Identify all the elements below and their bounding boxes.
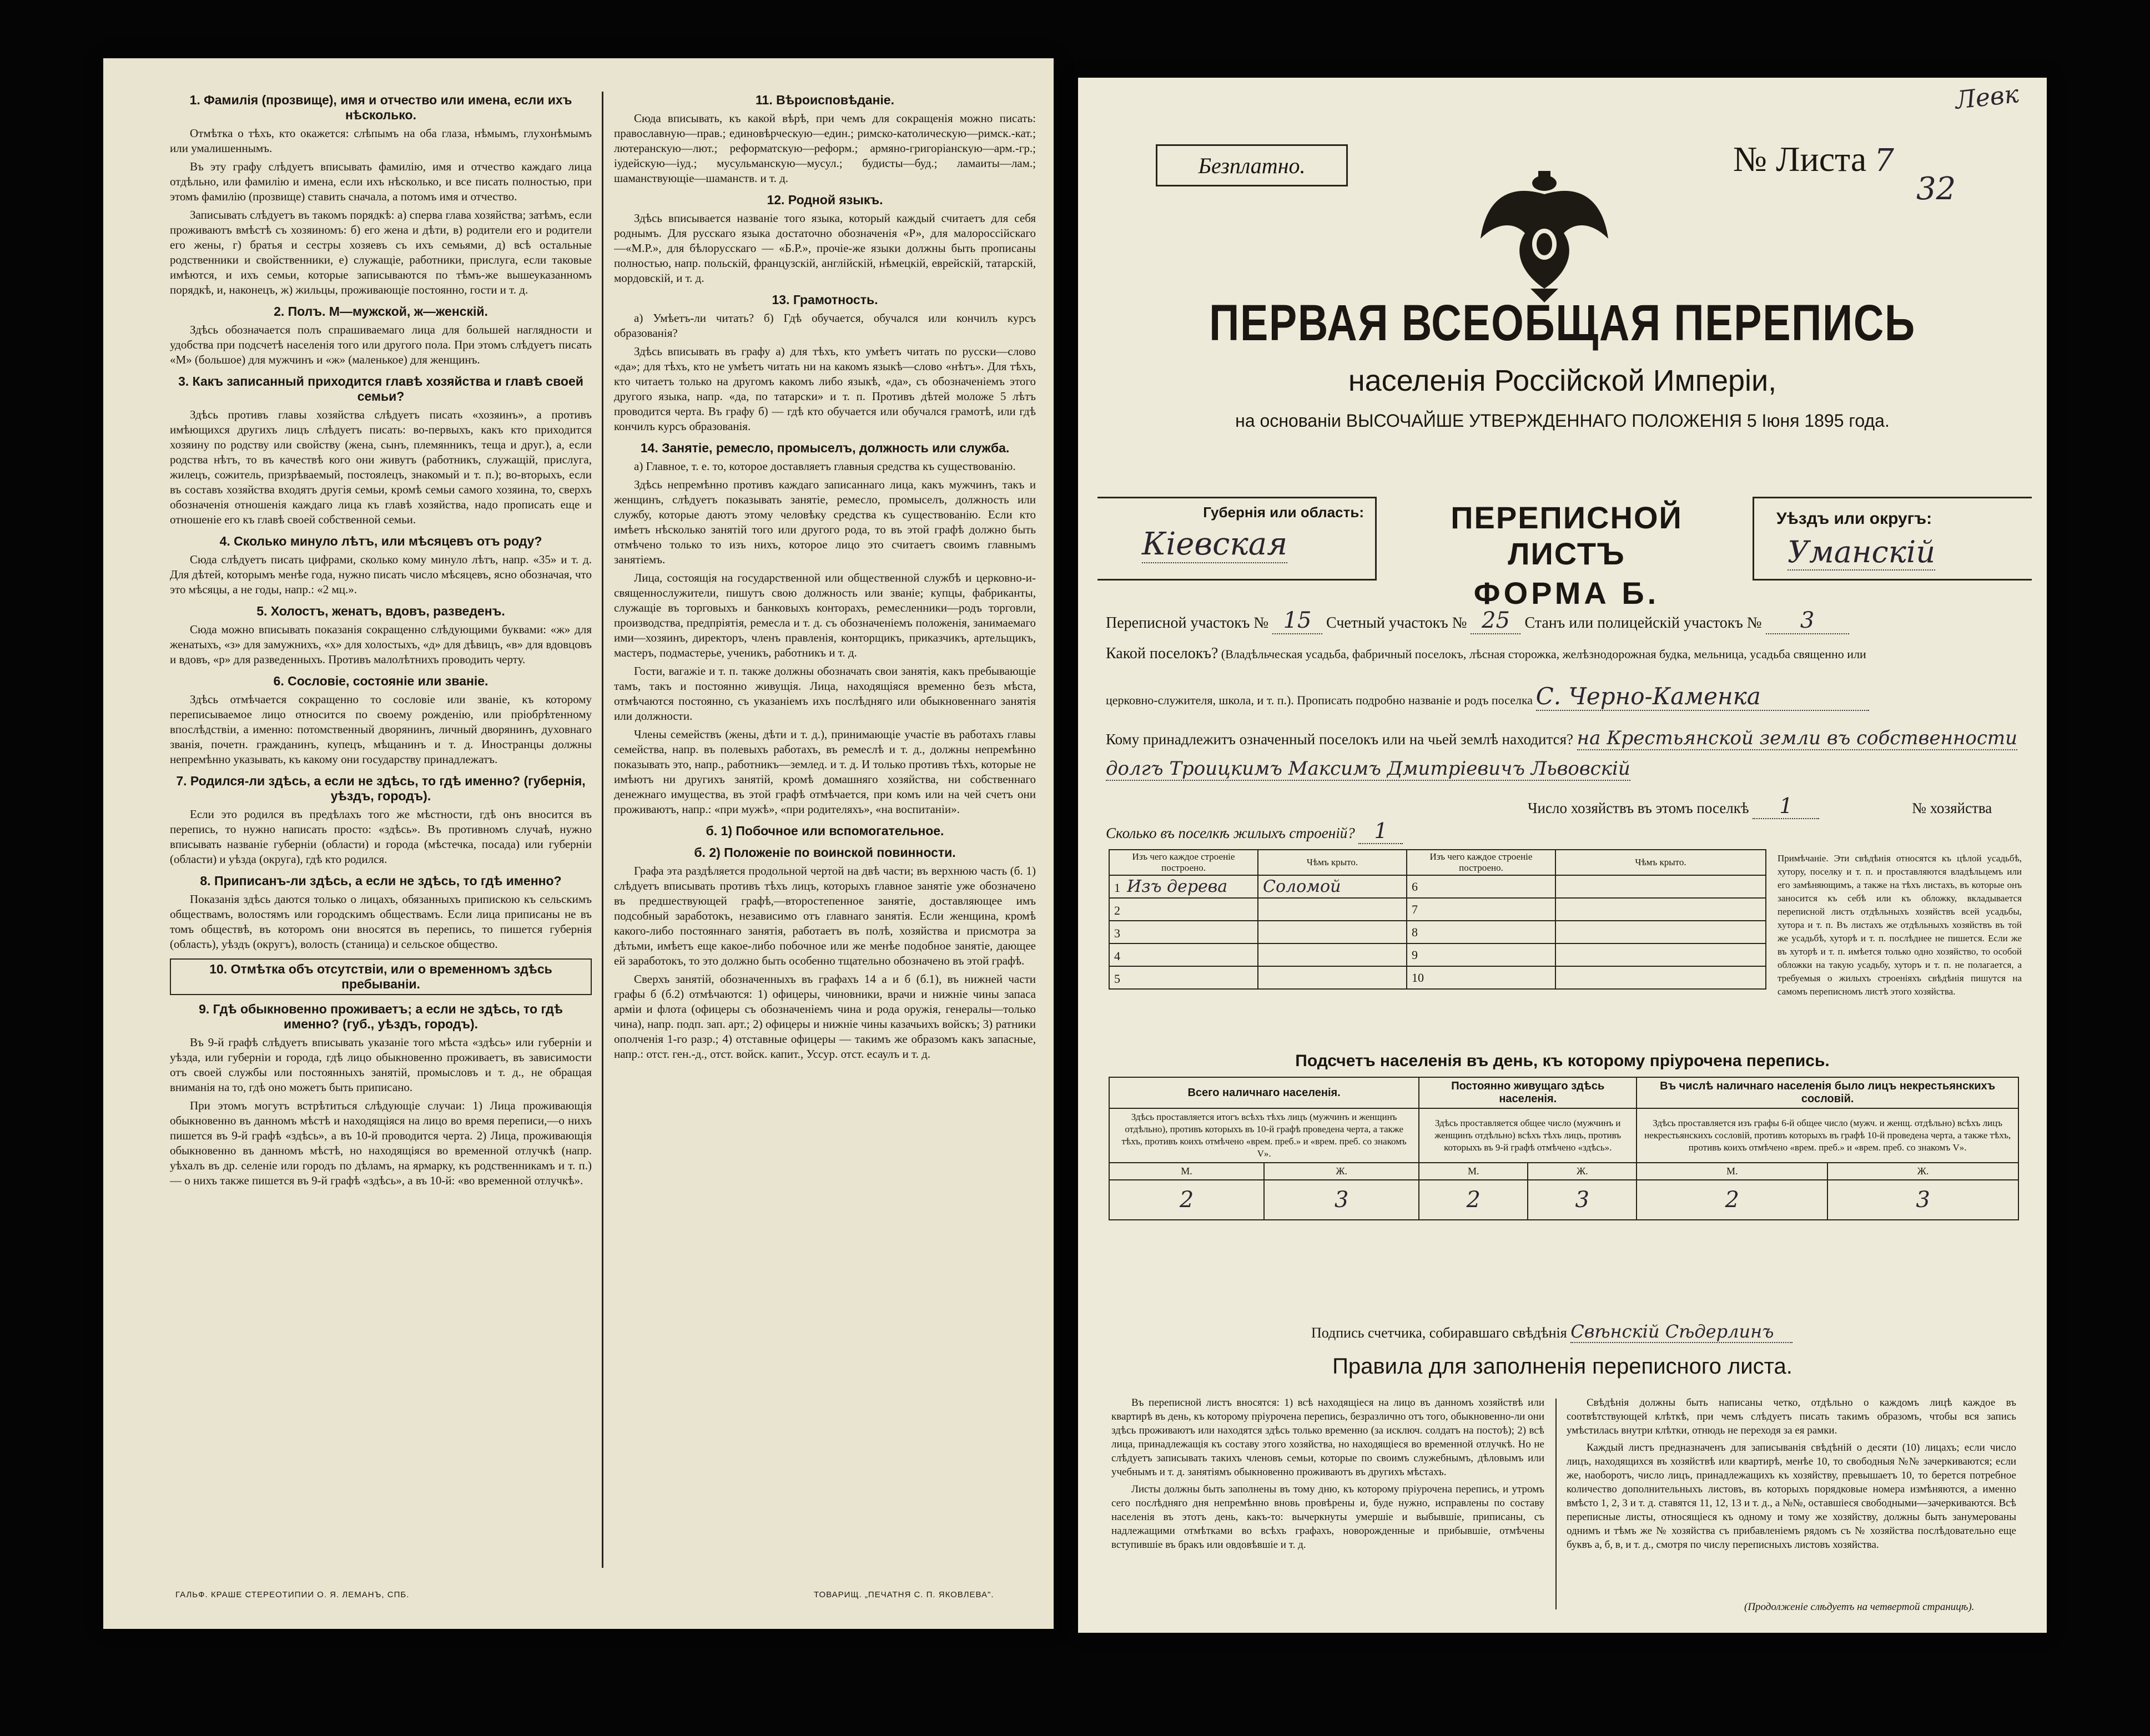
permanent-population-head: Постоянно живущаго здѣсь населенія. — [1419, 1077, 1637, 1108]
rule-paragraph: Свѣдѣнія должны быть написаны четко, отдѣльно о каждомъ лицѣ каждое въ соотвѣтствующей клѣткѣ, при чемъ слѣдуетъ писать такимъ образомъ, чтобы вся запись умѣстилась внутри клѣтки, отнюдь не переходя за ея рамки. — [1567, 1397, 2016, 1436]
printer-imprint-left: ГАЛЬФ. КРАШЕ СТЕРЕОТИПИИ О. Я. ЛЕМАНЪ, СПБ. — [175, 1590, 410, 1599]
paragraph: Въ 9-й графѣ слѣдуетъ вписывать указаніе того мѣста «здѣсь» или губерніи и уѣзда, или губерніи и города, гдѣ лицо обыкновенно проживаетъ, въ зависимости отъ своей службы или постоянныхъ занятій, промысловъ и т. д., не обращая вниманія на то, гдѣ оно можетъ быть приписано. — [170, 1036, 592, 1094]
section-heading: 7. Родился-ли здѣсь, а если не здѣсь, то гдѣ именно? (губернія, уѣздъ, городъ). — [176, 774, 586, 803]
building-roof-value — [1258, 898, 1407, 921]
uezd-box — [1753, 497, 2032, 581]
section-heading: 9. Гдѣ обыкновенно проживаетъ; а если не здѣсь, то гдѣ именно? (губ., уѣздъ, городъ). — [199, 1002, 563, 1031]
building-roof-empty — [1555, 943, 1766, 966]
paragraph: Здѣсь непремѣнно противъ каждаго записаннаго лица, какъ мужчинъ, такъ и женщинъ, слѣдуетъ показывать занятіе, ремесло, промыселъ, должность или службу, которые даютъ этому человѣку средства къ существованію. Если кто имѣетъ нѣсколько занятій того или другого рода, то въ этой графѣ должно быть отмѣчено только то изъ нихъ, которое лицо это считаетъ своимъ главнымъ занятіемъ. — [614, 478, 1036, 566]
building-number: 7 — [1407, 898, 1555, 921]
building-roof-value — [1258, 921, 1407, 943]
non-peasant-male-value: 2 — [1637, 1180, 1827, 1220]
owner-line-2 — [1106, 758, 2022, 780]
main-title: ПЕРВАЯ ВСЕОБЩАЯ ПЕРЕПИСЬ — [1209, 295, 1916, 351]
section-heading: б. 1) Побочное или вспомогательное. — [706, 824, 944, 838]
stan-value: 3 — [1766, 608, 1849, 634]
buildings-value: 1 — [1358, 819, 1403, 844]
building-roof-value: Соломой — [1258, 875, 1407, 898]
sheet-number-value-1: 7 — [1874, 143, 1894, 179]
building-material-value: Изъ дерева — [1127, 877, 1228, 896]
paragraph: Показанія здѣсь даются только о лицахъ, обязанныхъ припискою къ сельскимъ обществамъ, волостямъ или городскимъ обществамъ. Если лица приписаны не въ томъ обществѣ, въ которомъ они вносятся въ перепись, то пишется губернія (область), уѣздъ (округъ), волость (станица) и сельское общество. — [170, 892, 592, 951]
building-number: 3 — [1114, 926, 1120, 940]
form-subtitle: ФОРМА Б. — [1473, 576, 1660, 610]
permanent-male-value: 2 — [1419, 1180, 1528, 1220]
total-female-value: 3 — [1264, 1180, 1419, 1220]
gubernia-value: Кіевская — [1142, 526, 1288, 562]
paragraph: Гости, вагажіе и т. п. также должны обозначать свои занятія, какъ пребывающіе тамъ, такъ и постоянно живущія. Лица, находящіяся временно безъ мѣста, отмѣчаются постоянно, съ указаніемъ ихъ послѣдняго или обыкновеннаго занятія или должности. — [614, 664, 1036, 723]
section-heading: 11. Вѣроисповѣданіе. — [756, 93, 894, 107]
building-roof-empty — [1555, 875, 1766, 898]
paragraph: Сверхъ занятій, обозначенныхъ въ графахъ 14 а и б (б.1), въ нижней части графы б (б.2) отмѣчаются: 1) офицеры, чиновники, врачи и нижніе чины запаса армiи и флота (офицеры съ обозначеніемъ чина и рода оружія, генералы—только чина), напр. подп. зап. арт.; 2) офицеры и нижніе чины казачьихъ войскъ; 3) ратники ополченія 1-го разр.; 4) отставные офицеры — такимъ же образомъ какъ запасные, напр.: отст. ген.-д., отст. войск. капит., Уссур. отст. есаулъ и т. д. — [614, 972, 1036, 1061]
households-value: 1 — [1753, 794, 1819, 819]
households-label: Число хозяйствъ въ этомъ поселкѣ — [1528, 800, 1749, 816]
owner-line — [1106, 727, 2022, 749]
rule-paragraph: Листы должны быть заполнены въ тому дню, къ которому пріурочена перепись, и утромъ сего послѣдняго дня непремѣнно вновь провѣрены и, буде нужно, исправлены по составу населенія въ этотъ день, какъ-то: вычеркнуты умершіе и выбывшіе, приписаны, съ надлежащими отмѣтками во всѣхъ графахъ, новорожденные и прибывшіе, отмѣчены вступившіе въ бракъ или овдовѣвшіе и т. д. — [1111, 1483, 1544, 1551]
buildings-table-body — [1109, 875, 1766, 989]
building-material-cell — [1109, 921, 1258, 943]
legal-basis: на основаніи ВЫСОЧАЙШЕ УТВЕРЖДЕННАГО ПОЛОЖЕНІЯ 5 Іюня 1895 года. — [1235, 411, 1890, 431]
paragraph: а) Умѣетъ-ли читать? б) Гдѣ обучается, обучался или кончилъ курсъ образованія? — [614, 311, 1036, 340]
paragraph: Здѣсь обозначается полъ спрашиваемаго лица для большей наглядности и удобства при подсчетѣ населенія того или другого пола. При этомъ слѣдуетъ писать «М» (большое) для мужчинъ и «ж» (маленькое) для женщинъ. — [170, 323, 592, 366]
bld-head-roof-1: Чѣмъ крыто. — [1258, 850, 1407, 875]
section-heading-absence: 10. Отмѣтка объ отсутствіи, или о временномъ здѣсь пребываніи. — [170, 958, 592, 995]
paragraph: Здѣсь вписывать въ графу а) для тѣхъ, кто умѣетъ читать по русски—слово «да»; для тѣхъ, кто не умѣетъ читать ни на какомъ языкѣ—слово «нѣтъ». Для тѣхъ, кто читаетъ только на другомъ какомъ либо языкѣ, «да», съ обозначеніемъ этого другого языка, напр. «да, по татарски» и т. п. Противъ дѣтей моложе 5 лѣтъ проводится черта. Въ графу б) — гдѣ кто обучается или обучался грамотѣ, или гдѣ кончилъ курсъ образованія. — [614, 345, 1036, 433]
stan-label: Станъ или полицейскій участокъ № — [1524, 614, 1762, 632]
building-number: 6 — [1407, 875, 1555, 898]
building-roof-value — [1258, 943, 1407, 966]
signature-label: Подпись счетчика, собиравшаго свѣдѣнія — [1311, 1325, 1567, 1341]
sex-male-2: М. — [1419, 1163, 1528, 1180]
rules-column-2 — [1567, 1396, 2016, 1555]
buildings-note: Примѣчаніе. Эти свѣдѣнія относятся къ цѣлой усадьбѣ, хутору, поселку и т. п. и проставляются владѣльцемъ или его замѣняющимъ, а также на тѣхъ листахъ, въ которые онъ заносится къ себѣ или къ обложку, вкладывается переписной листъ отдѣльныхъ хозяйствъ всей усадьбы, хутора и т. п. Въ листахъ же отдѣльныхъ хозяйствъ въ той же усадьбѣ, хуторѣ и т. п. послѣднее не пишется. Если же въ хуторѣ и т. п. имѣется только одно хозяйство, то особой обложки на такую усадьбу, хуторъ и т. п. не полагается, а требуемыя о жилыхъ строеніяхъ свѣдѣнія пишутся на самомъ переписномъ листѣ этого хозяйства. — [1778, 853, 2022, 997]
total-population-desc: Здѣсь проставляется итогъ всѣхъ тѣхъ лицъ (мужчинъ и женщинъ отдѣльно), противъ которыхъ въ 10-й графѣ проведена черта, а также тѣхъ, противъ коихъ отмѣчено «врем. преб.» и «врем. преб. со знакомъ V». — [1109, 1108, 1419, 1163]
building-number: 8 — [1407, 921, 1555, 943]
sex-male-3: М. — [1637, 1163, 1827, 1180]
rule-paragraph: Въ переписной листъ вносятся: 1) всѣ находящіеся на лицо въ данномъ хозяйствѣ или квартирѣ въ день, къ которому пріурочена перепись, безразлично отъ того, обыкновенно-ли они здѣсь проживаютъ или находятся здѣсь только временно (за исключ. солдатъ на постоѣ); 2) всѣ лица, принадлежащія къ составу этого хозяйства, но находящіеся во временной отлучкѣ. Но не слѣдуетъ записывать такихъ членовъ семьи, которые по своимъ служебнымъ, дѣловымъ или учебнымъ и т. д. занятіямъ обыкновенно проживаютъ въ другихъ мѣстахъ. — [1111, 1397, 1544, 1478]
uezd-label: Уѣздъ или округъ: — [1776, 509, 1932, 528]
district-line — [1106, 608, 2022, 634]
uezd-value: Уманскій — [1788, 534, 1936, 569]
owner-value-1: на Крестьянской земли въ собственности — [1577, 727, 2018, 749]
paragraph: Здѣсь вписывается названіе того языка, который каждый считаетъ для себя роднымъ. Для русскаго языка достаточно обозначенія «Р», для малороссійскаго—«М.Р.», для бѣлорусскаго — «Б.Р.», прочіе-же языки должны быть прописаны полностью, напр. польскій, французскій, англійскій, нѣмецкій, еврейскій, татарскій, мордовскій, и т. д. — [614, 211, 1036, 285]
signature-line — [1311, 1321, 1792, 1343]
sex-female-2: Ж. — [1528, 1163, 1637, 1180]
section-heading: 8. Приписанъ-ли здѣсь, а если не здѣсь, то гдѣ именно? — [200, 874, 562, 888]
signature-value: Свѣнскій Сѣдерлинъ — [1570, 1321, 1792, 1343]
section-heading: 4. Сколько минуло лѣтъ, или мѣсяцевъ отъ роду? — [219, 534, 542, 548]
non-peasant-head: Въ числѣ наличнаго населенія было лицъ некрестьянскихъ сословій. — [1637, 1077, 2018, 1108]
non-peasant-female-value: 3 — [1827, 1180, 2018, 1220]
permanent-female-value: 3 — [1528, 1180, 1637, 1220]
settlement-value: С. Черно-Каменка — [1536, 683, 1869, 711]
households-line — [1528, 794, 2027, 819]
section-heading: б. 2) Положеніе по воинской повинности. — [694, 845, 956, 860]
settlement-type-line — [1106, 644, 2022, 664]
sex-male-1: М. — [1109, 1163, 1264, 1180]
settlement-hint-1: (Владѣльческая усадьба, фабричный поселокъ, лѣсная сторожка, желѣзнодорожная будка, мельница, усадьба священно или — [1221, 647, 1866, 661]
form-title: ПЕРЕПИСНОЙ ЛИСТЪ — [1451, 500, 1683, 571]
paragraph: Записывать слѣдуетъ въ такомъ порядкѣ: а) сперва глава хозяйства; затѣмъ, если проживаютъ вмѣстѣ съ хозяиномъ: б) его жена и дѣти, в) родители его и родители его жены, г) братья и сестры хозяевъ съ ихъ семьями, д) всѣ остальные родственники и свойственники, е) служащіе, работники, прислуга, если таковые имѣются, и ихъ семьи, которые записываются по тѣмъ-же вышеуказанномъ порядкѣ, и, наконецъ, ж) жильцы, проживающіе постоянно, гости и т. д. — [170, 208, 592, 296]
building-row — [1109, 966, 1766, 989]
building-roof-empty — [1555, 921, 1766, 943]
rules-continuation: (Продолженіе слѣдуетъ на четвертой страницѣ). — [1744, 1601, 1975, 1613]
section-heading: 14. Занятіе, ремесло, промыселъ, должность или служба. — [640, 441, 1010, 455]
building-number: 9 — [1407, 943, 1555, 966]
rules-title: Правила для заполненія переписного листа. — [1332, 1354, 1792, 1379]
paragraph: а) Главное, т. е. то, которое доставляетъ главныя средства къ существованію. — [634, 460, 1016, 473]
section-heading: 6. Сословіе, состояніе или званіе. — [273, 674, 489, 688]
paragraph: Отмѣтка о тѣхъ, кто окажется: слѣпымъ на оба глаза, нѣмымъ, глухонѣмымъ или умалишеннымъ. — [170, 127, 592, 155]
paragraph: Сюда можно вписывать показанія сокращенно слѣдующими буквами: «ж» для женатыхъ, «з» для замужнихъ, «х» для холостыхъ, «д» для дѣвицъ, «в» для вдовцовъ и вдовъ, «р» для разведенныхъ. Противъ малолѣтнихъ проводить черту. — [170, 623, 592, 666]
paragraph: Въ эту графу слѣдуетъ вписывать фамилію, имя и отчество каждаго лица отдѣльно, или фамилію и имена, если ихъ нѣсколько, и все писать полностью, при этомъ фамилію (прозвище) ставить сначала, а потомъ имя и отчество. — [170, 160, 592, 203]
building-roof-empty — [1555, 898, 1766, 921]
building-number: 1 — [1114, 881, 1120, 895]
section-heading: 5. Холостъ, женатъ, вдовъ, разведенъ. — [256, 604, 505, 618]
sex-female-1: Ж. — [1264, 1163, 1419, 1180]
building-material-cell — [1109, 966, 1258, 989]
sheet-number-value-2: 32 — [1916, 171, 1956, 207]
corner-handwritten-note: Левк — [1954, 80, 2021, 115]
gubernia-label: Губернія или область: — [1203, 504, 1364, 521]
building-roof-value — [1258, 966, 1407, 989]
paragraph: Графа эта раздѣляется продольной чертой на двѣ части; въ верхнюю часть (б. 1) слѣдуетъ вписывать противъ тѣхъ лицъ, которыхъ главное занятіе уже обозначено въ предшествующей графѣ,—второстепенное занятіе, доставляющее имъ подсобный заработокъ, независимо отъ главнаго занятія. Если женщина, кромѣ какого-либо постояннаго занятія, работаетъ въ полѣ, хозяйства и присмотра за дѣтьми, имѣетъ еще какое-либо побочное или же менѣе подобное занятіе, дающее ей заработокъ, то это должно быть особенно тщательно обозначено въ этой графѣ. — [614, 864, 1036, 967]
non-peasant-desc: Здѣсь проставляется изъ графы 6-й общее число (мужч. и женщ. отдѣльно) всѣхъ лицъ некрестьянскихъ сословій, противъ которыхъ въ графѣ 10-й проведена черта, а также тѣхъ, противъ коихъ отмѣчено «врем. преб.» и «врем. преб. со знакомъ V». — [1637, 1108, 2018, 1163]
building-material-cell — [1109, 943, 1258, 966]
building-number: 2 — [1114, 904, 1120, 917]
census-district-value: 15 — [1272, 608, 1322, 634]
permanent-population-desc: Здѣсь проставляется общее число (мужчинъ и женщинъ отдѣльно) всѣхъ тѣхъ лицъ, противъ которыхъ въ 9-й графѣ отмѣчено «здѣсь». — [1419, 1108, 1637, 1163]
paragraph: Здѣсь отмѣчается сокращенно то сословіе или званіе, къ которому переписываемое лицо относится по своему рожденію, или пріобрѣтенному впослѣдствіи, а именно: потомственный дворянинъ, личный дворянинъ, духовнаго званія, почетн. гражданинъ, купецъ, мѣщанинъ и т. д. Иностранцы должны непремѣнно указывать, къ какому они государству принадлежатъ. — [170, 693, 592, 766]
total-male-value: 2 — [1109, 1180, 1264, 1220]
free-label-box — [1156, 144, 1348, 186]
rules-divider — [1555, 1399, 1557, 1609]
subtitle: населенія Россійской Имперіи, — [1348, 364, 1777, 397]
gubernia-box — [1097, 497, 1377, 581]
paragraph: Члены семействъ (жены, дѣти и т. д.), принимающіе участіе въ работахъ главы семейства, напр. въ полевыхъ работахъ, въ ремеслѣ и т. д., должны непремѣнно показывать это, напр., работникъ—землед. и т. д. И только противъ тѣхъ, которые не имѣютъ ни другихъ занятій, кромѣ домашняго хозяйства, ни собственнаго денежнаго имущества, въ этой графѣ отмѣчается, при комъ или на чей счетъ они проживаютъ, напр.: «при мужѣ», «при родителяхъ», «на воспитаніи». — [614, 728, 1036, 816]
building-row — [1109, 921, 1766, 943]
total-population-head: Всего наличнаго населенія. — [1109, 1077, 1419, 1108]
paragraph: Если это родился въ предѣлахъ того же мѣстности, гдѣ онъ вносится въ перепись, то нужно написать просто: «здѣсь». Въ противномъ случаѣ, нужно вписывать названіе губерніи (области) и города (мѣстечка, посада) или губерніи (области) и уѣзда (округа), гдѣ кто родился. — [170, 808, 592, 866]
sheet-number — [1733, 139, 1956, 207]
building-number: 10 — [1407, 966, 1555, 989]
settlement-label: Какой поселокъ? — [1106, 645, 1218, 662]
sex-female-3: Ж. — [1827, 1163, 2018, 1180]
bld-head-material-1: Изъ чего каждое строеніе построено. — [1109, 850, 1258, 875]
building-number: 5 — [1114, 972, 1120, 986]
settlement-hint-2: церковно-служителя, школа, и т. п.). Прописать подробно названіе и родъ поселка — [1106, 693, 1533, 707]
paragraph: Здѣсь противъ главы хозяйства слѣдуетъ писать «хозяинъ», а противъ имѣющихся другихъ лицъ слѣдуетъ писать: во-первыхъ, какъ кто приходится хозяину по родству или свойству (жена, сынъ, племянникъ, теща и друг.), а, если родства нѣтъ, то въ качествѣ кого они живутъ (работникъ, служащій, прислуга, жилецъ, сожитель, призрѣваемый, постоялецъ, знакомый и т. п.); во-вторыхъ, если въ составъ хозяйства входятъ другія семьи, кромѣ семьи самого хозяина, то, сверхъ обозначенія отношенія каждаго лица къ главѣ хозяйства, надо прописать еще и отношеніе его къ главѣ своей собственной семьи. — [170, 408, 592, 526]
buildings-line — [1106, 819, 1403, 844]
imperial-eagle-emblem — [1475, 161, 1614, 305]
column-divider — [602, 92, 603, 1568]
sheet-number-label: № Листа — [1733, 139, 1867, 179]
section-heading: 3. Какъ записанный приходится главѣ хозяйства и главѣ своей семьи? — [178, 374, 583, 403]
paragraph: При этомъ могутъ встрѣтиться слѣдующіе случаи: 1) Лица проживающія обыкновенно въ данномъ мѣстѣ и находящіяся на лицо во время переписи,—о нихъ пишется въ 9-й графѣ «здѣсь», а въ 10-й проводится черта. 2) Лица, проживающія обыкновенно въ данномъ мѣстѣ, но находящіяся во временной отлучкѣ (напр. уѣхалъ въ др. селеніе или городъ по дѣламъ, на ярмарку, къ родственникамъ и т. п.) — о нихъ также пишется въ 9-й графѣ «здѣсь», а въ 10-й: «во временной отлучкѣ». — [170, 1099, 592, 1187]
population-stats-table — [1109, 1077, 2019, 1220]
census-form-page — [1078, 78, 2047, 1633]
household-no-label: № хозяйства — [1912, 800, 1992, 816]
bld-head-roof-2: Чѣмъ крыто. — [1555, 850, 1766, 875]
population-count-title: Подсчетъ населенія въ день, къ которому пріурочена перепись. — [1295, 1052, 1830, 1070]
instructions-column-2 — [614, 86, 1036, 1573]
count-district-label: Счетный участокъ № — [1326, 614, 1467, 632]
paragraph: Лица, состоящія на государственной или общественной службѣ и церковно-и-священнослужители, пишутъ свою должность или званіе; купцы, фабриканты, служащіе въ торговыхъ и банковыхъ конторахъ, ремесленники—родъ торговли, производства, предпріятія, ремесла и т. д. съ обозначеніемъ положенія, занимаемаго ими—хозяинъ, директоръ, членъ правленія, конторщикъ, приказчикъ, артельщикъ, мастеръ, подмастерье, ученикъ, работникъ и т. д. — [614, 571, 1036, 659]
section-heading: 2. Полъ. М—мужской, ж—женскій. — [274, 304, 488, 319]
building-material-cell — [1109, 875, 1258, 898]
printer-imprint-right: ТОВАРИЩ. „ПЕЧАТНЯ С. П. ЯКОВЛЕВА". — [814, 1590, 994, 1599]
owner-value-2: долгъ Троицкимъ Максимъ Дмитріевичъ Львовскій — [1106, 758, 1630, 780]
building-number: 4 — [1114, 949, 1120, 963]
building-roof-empty — [1555, 966, 1766, 989]
building-row — [1109, 875, 1766, 898]
owner-label: Кому принадлежитъ означенный поселокъ или на чьей землѣ находится? — [1106, 731, 1573, 748]
free-label: Безплатно. — [1198, 153, 1306, 178]
settlement-line-2 — [1106, 683, 2022, 711]
count-district-value: 25 — [1471, 608, 1520, 634]
section-heading: 1. Фамилія (прозвище), имя и отчество или имена, если ихъ нѣсколько. — [189, 93, 572, 122]
instructions-column-1 — [170, 86, 592, 1573]
census-district-label: Переписной участокъ № — [1106, 614, 1269, 632]
buildings-label: Сколько въ поселкѣ жилыхъ строеній? — [1106, 825, 1355, 841]
paragraph: Сюда слѣдуетъ писать цифрами, сколько кому минуло лѣтъ, напр. «35» и т. д. Для дѣтей, которымъ менѣе года, нужно писать число мѣсяцевъ, ясно обозначая, что это мѣсяцы, а не годы, напр.: «2 мц.». — [170, 553, 592, 596]
bld-head-material-2: Изъ чего каждое строеніе построено. — [1407, 850, 1555, 875]
building-row — [1109, 898, 1766, 921]
form-title-block — [1389, 499, 1744, 611]
buildings-table — [1109, 849, 1766, 990]
paragraph: Сюда вписывать, къ какой вѣрѣ, при чемъ для сокращенія можно писать: православную—прав.; единовѣрческую—един.; римско-католическую—римск.-кат.; лютеранскую—лют.; реформатскую—реформ.; армяно-григоріанскую—арм.-гр.; іудейскую—іуд.; мусульманскую—мусул.; будисты—буд.; ламаиты—лам.; шаманствующіе—шаманств. и т. д. — [614, 112, 1036, 185]
section-heading: 13. Грамотность. — [772, 292, 878, 307]
building-material-cell — [1109, 898, 1258, 921]
rule-paragraph: Каждый листъ предназначенъ для записыванія свѣдѣній о десяти (10) лицахъ; если число лицъ, находящихся въ хозяйствѣ или квартирѣ, менѣе 10, то свободныя №№ зачеркиваются; если же, наоборотъ, число лицъ, принадлежащихъ къ хозяйству, превышаетъ 10, то берется потребное количество дополнительныхъ листовъ, въ которыхъ порядковые номера измѣняются, а именно вмѣсто 1, 2, 3 и т. д. ставятся 11, 12, 13 и т. д., а №№, оставшіеся свободными—зачеркиваются. Всѣ переписные листы, относящіеся къ одному и тому же хозяйству, должны быть занумерованы однимъ и тѣмъ же № хозяйства съ прибавленіемъ рядомъ съ № хозяйства послѣдовательно еще буквъ а, б, в, и т. д., смотря по числу переписныхъ листовъ хозяйства. — [1567, 1442, 2016, 1551]
section-heading: 12. Родной языкъ. — [767, 193, 883, 207]
rules-column-1 — [1111, 1396, 1544, 1555]
building-row — [1109, 943, 1766, 966]
left-page-instructions — [103, 58, 1054, 1629]
